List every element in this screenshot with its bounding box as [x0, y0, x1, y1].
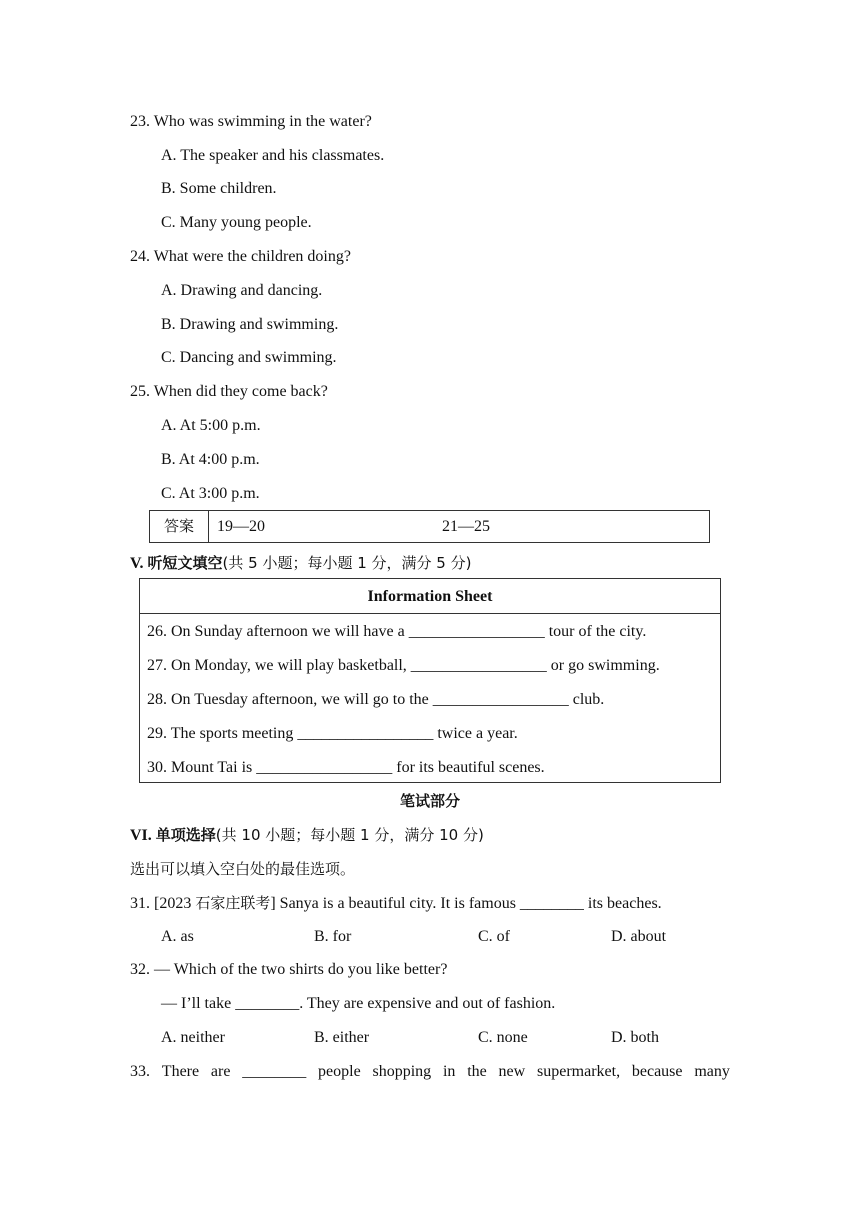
q33-word: supermarket, [537, 1063, 621, 1080]
option-24b: B. Drawing and swimming. [161, 316, 339, 333]
option-25b: B. At 4:00 p.m. [161, 451, 260, 468]
question-32: 32. — Which of the two shirts do you like better? [130, 961, 448, 978]
q33-word: 33. [130, 1063, 150, 1080]
option-32b: B. either [314, 1029, 370, 1046]
q33-word: many [694, 1063, 730, 1080]
q33-word: new [498, 1063, 526, 1080]
fill-question-30: 30. Mount Tai is _________________ for its beautiful scenes. [147, 759, 545, 776]
option-31d: D. about [611, 928, 667, 945]
question-25: 25. When did they come back? [130, 383, 328, 400]
question-24: 24. What were the children doing? [130, 248, 351, 265]
option-32a: A. neither [161, 1029, 225, 1046]
option-24c: C. Dancing and swimming. [161, 349, 337, 366]
section-6-title [130, 825, 484, 846]
option-31a: A. as [161, 928, 194, 945]
option-32c: C. none [478, 1029, 528, 1046]
section-6-number: VI. [130, 827, 152, 844]
fill-question-27: 27. On Monday, we will play basketball, _________________ or go swimming. [147, 657, 660, 674]
question-23: 23. Who was swimming in the water? [130, 113, 372, 130]
question-31-source: 石家庄联考 [195, 894, 271, 912]
section-6-instruction: 选出可以填入空白处的最佳选项。 [130, 860, 356, 878]
question-31-stem: ] Sanya is a beautiful city. It is famous ________ its beaches. [270, 895, 662, 912]
section-6-name: 单项选择 [155, 826, 216, 844]
fill-question-29: 29. The sports meeting _________________ twice a year. [147, 725, 518, 742]
q33-word: because [631, 1063, 683, 1080]
question-32-reply: — I’ll take ________. They are expensive and out of fashion. [161, 995, 556, 1012]
section-5-scoring: (共 5 小题；每小题 1 分，满分 5 分) [222, 554, 472, 572]
q33-word: There [161, 1063, 200, 1080]
question-31-prefix: 31. [2023 [130, 895, 196, 912]
answer-table [149, 510, 710, 543]
section-6-scoring: (共 10 小题；每小题 1 分，满分 10 分) [215, 826, 484, 844]
option-25a: A. At 5:00 p.m. [161, 417, 261, 434]
option-23a: A. The speaker and his classmates. [161, 147, 385, 164]
answer-range-21-25: 21—25 [442, 518, 490, 535]
option-23b: B. Some children. [161, 180, 277, 197]
option-25c: C. At 3:00 p.m. [161, 485, 260, 502]
option-23c: C. Many young people. [161, 214, 312, 231]
information-sheet [139, 578, 721, 783]
question-31 [130, 893, 662, 914]
written-part-title: 笔试部分 [399, 792, 460, 810]
option-31c: C. of [478, 928, 510, 945]
section-5-number: V. [130, 555, 144, 572]
answer-label: 答案 [150, 511, 209, 542]
option-24a: A. Drawing and dancing. [161, 282, 323, 299]
option-32d: D. both [611, 1029, 659, 1046]
answer-range-19-20: 19—20 [217, 518, 265, 535]
q33-word: in [442, 1063, 456, 1080]
option-31b: B. for [314, 928, 352, 945]
section-5-title [130, 553, 471, 574]
q33-word: shopping [372, 1063, 432, 1080]
fill-question-28: 28. On Tuesday afternoon, we will go to the _________________ club. [147, 691, 605, 708]
q33-word: are [210, 1063, 231, 1080]
information-sheet-title: Information Sheet [140, 579, 720, 614]
question-33 [130, 1062, 730, 1082]
q33-word: the [467, 1063, 487, 1080]
q33-word: people [318, 1063, 361, 1080]
fill-question-26: 26. On Sunday afternoon we will have a _________________ tour of the city. [147, 623, 647, 640]
q33-blank: ________ [242, 1063, 307, 1080]
section-5-name: 听短文填空 [147, 554, 223, 572]
